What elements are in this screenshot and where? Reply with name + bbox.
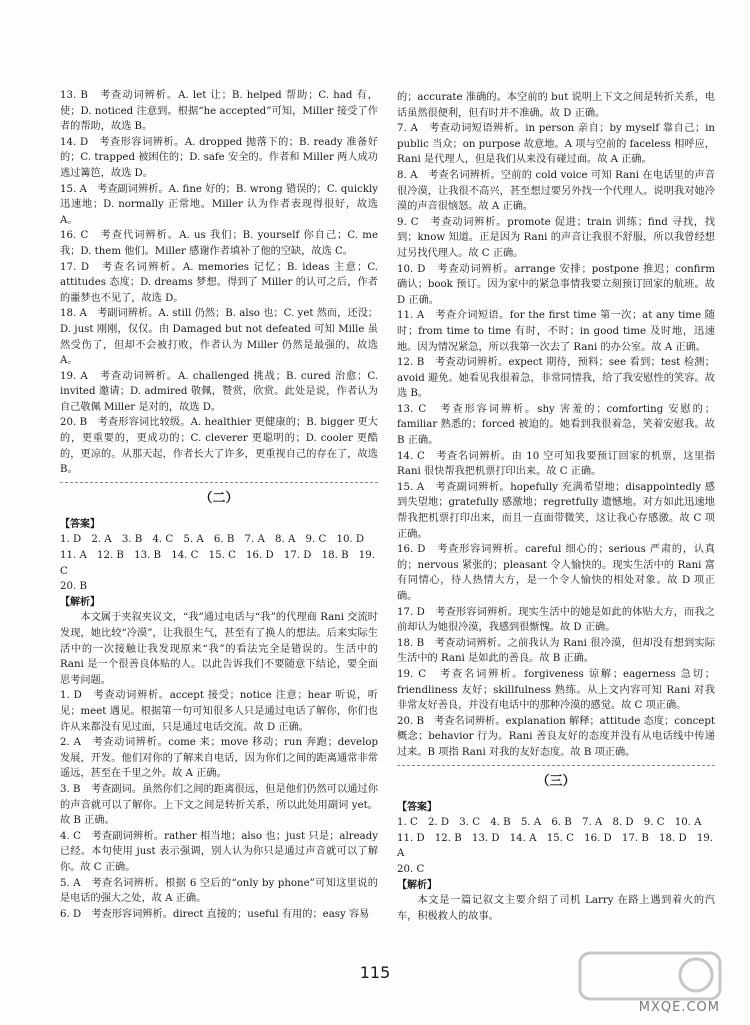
explanation-item: 8. A 考查名词辨析。空前的 cold voice 可知 Rani 在电话里的声音很冷漠，让我很不高兴，甚至想过要另外找一个代理人。说明我对她冷漠的声音很恼怒。故 A 正确。 bbox=[397, 169, 715, 213]
explanation-item: 20. B 考查名词辨析。explanation 解释；attitude 态度；concept 概念；behavior 行为。Rani 善良友好的态度并没有从电话线中传递过来。B 项指 Rani 对我的友好态度。故 B 项正确。 bbox=[397, 715, 715, 758]
answer-list bbox=[397, 815, 715, 877]
section-title-3: （三） bbox=[536, 773, 576, 789]
explanation-item: 13. B 考查动词辨析。A. let 让；B. helped 帮助；C. had 有，使；D. noticed 注意到。根据“he accepted”可知，Miller 接受了作者的帮助，故选 B。 bbox=[60, 90, 378, 133]
watermark-text: MXQE.COM bbox=[638, 1000, 720, 1015]
answer-row: 1. C 2. D 3. C 4. B 5. A 6. B 7. A 8. D 9. C 10. A bbox=[397, 817, 702, 829]
explanation-item: 14. D 考查形容词辨析。A. dropped 抛落下的；B. ready 准备好的；C. trapped 被困住的；D. safe 安全的。作者和 Miller 两人成功逃过篝笆，故选 D。 bbox=[60, 136, 378, 179]
explanation-item: 4. C 考查副词辨析。rather 相当地；also 也；just 只是；already 已经。本句使用 just 表示强调，别人认为你只是通过声音就可以了解你。故 C 正确。 bbox=[60, 830, 378, 873]
answer-row: 20. C bbox=[397, 863, 425, 875]
explanation-item: 2. A 考查动词辨析。come 来；move 移动；run 奔跑；develop 发展，开发。他们对你的了解来自电话，因为你们之间的距离通常非常遥远，甚至在千里之外。故 A 正确。 bbox=[60, 737, 378, 780]
explanation-item: 13. C 考查形容词辨析。shy 害羞的；comforting 安慰的；familiar 熟悉的；forced 被迫的。她看到我很着急，笑着安慰我。故 B 正确。 bbox=[397, 403, 715, 447]
analysis-paragraph: 本文属于夹叙夹议文，“我”通过电话与“我”的代理商 Rani 交流时发现，她比较“冷漠”，让我很生气，甚至有了换人的想法。后来实际生活中的一次接触让我发现原来“我”的看法完全是错误的。生活中的 Rani 是一个很善良体贴的人。以此告诉我们不要随意下结论，要全面思考问题。 bbox=[60, 612, 378, 686]
page-number: 115 bbox=[359, 963, 391, 982]
divider bbox=[397, 765, 715, 766]
explanation-item: 18. A 考副词辨析。A. still 仍然；B. also 也；C. yet 然而，还没；D. just 刚刚，仅仅。由 Damaged but not defeated 可知 Mille 虽然受伤了，但却不会被打败，作者认为 Miller 仍然是最强的，故选 A。 bbox=[60, 308, 378, 367]
explanation-item: 20. B 考查形容词比较级。A. healthier 更健康的；B. bigger 更大的，更重要的，更成功的；C. cleverer 更聪明的；D. cooler 更酷的，更凉的。从那天起，作者长大了许多，更重视自己的存在了，故选 B。 bbox=[60, 417, 378, 476]
explanation-item: 17. D 考查形容词辨析。现实生活中的她是如此的体贴大方，而我之前却认为她很冷漠，我感到很惭愧。故 D 正确。 bbox=[397, 606, 715, 634]
explanation-item: 16. C 考查代词辨析。A. us 我们；B. yourself 你自己；C. me 我；D. them 他们。Miller 感谢作者填补了他的空缺，故选 C。 bbox=[60, 230, 378, 257]
answer-list bbox=[60, 532, 378, 594]
answer-label: 【答案】 bbox=[60, 518, 100, 530]
answer-label: 【答案】 bbox=[397, 801, 437, 813]
left-items-section2 bbox=[60, 688, 378, 922]
explanation-item: 9. C 考查动词辨析。promote 促进；train 训练；find 寻找，找到；know 知道。正是因为 Rani 的声音让我很不舒服，所以我曾经想过另找代理人。故 C 正确。 bbox=[397, 216, 715, 259]
explanation-item: 3. B 考查副词。虽然你们之间的距离很远，但是他们仍然可以通过你的声音就可以了解你。上下文之间是转折关系，所以此处用副词 yet。故 B 正确。 bbox=[60, 783, 378, 827]
explanation-item: 14. C 考查名词辨析。由 10 空可知我要预订回家的机票，这里指 Rani 很快帮我把机票打印出来。故 C 正确。 bbox=[397, 450, 715, 478]
answer-row: 1. D 2. A 3. B 4. C 5. A 6. B 7. A 8. A 9. C 10. D bbox=[60, 534, 365, 546]
explanation-item: 19. C 考查名词辨析。forgiveness 谅解；eagerness 急切；friendliness 友好；skillfulness 熟练。从上文内容可知 Rani 对我非常友好善良，并没有电话中的那种冷漠的感觉。故 C 项正确。 bbox=[397, 668, 715, 712]
divider bbox=[60, 482, 378, 483]
explanation-item: 19. A 考查动词辨析。A. challenged 挑战；B. cured 治愈；C. invited 邀请；D. admired 敬佩，赞赏，欣赏。此处是说，作者认为自己敬佩 Miller 是对的，故选 D。 bbox=[60, 370, 378, 413]
explanation-item: 的；accurate 准确的。本空前的 but 说明上下文之间是转折关系，电话虽然很便利，但有时并不准确。故 D 正确。 bbox=[397, 92, 715, 119]
explanation-item: 17. D 考查名词辨析。A. memories 记忆；B. ideas 主意；C. attitudes 态度；D. dreams 梦想。得到了 Miller 的认可之后，作者的噩梦也不见了，故选 D。 bbox=[60, 261, 378, 304]
right-column bbox=[397, 90, 715, 924]
analysis-label: 【解析】 bbox=[60, 596, 100, 608]
explanation-item: 16. D 考查形容词辨析。careful 细心的；serious 严肃的，认真的；nervous 紧张的；pleasant 令人愉快的。现实生活中的 Rani 富有同情心，待人热情大方，是一个令人愉快的相处对象。故 D 项正确。 bbox=[397, 544, 715, 602]
explanation-item: 7. A 考查动词短语辨析。in person 亲自；by myself 靠自己；in public 当众；on purpose 故意地。A 项与空前的 faceless 相呼应，Rani 是代理人，但是我们从来没有碰过面。故 A 正确。 bbox=[397, 123, 715, 166]
answer-row: 20. B bbox=[60, 581, 87, 593]
left-column bbox=[60, 88, 378, 922]
explanation-item: 11. A 考查介词短语。for the first time 第一次；at any time 随时；from time to time 有时，不时；in good time 及时地，迅速地。因为情况紧急，所以我第一次去了 Rani 的办公室。故 A 正确。 bbox=[397, 310, 715, 353]
explanation-item: 10. D 考查动词辨析。arrange 安排；postpone 推迟；confirm 确认；book 预订。因为家中的紧急事情我要立刻预订回家的航班。故 D 正确。 bbox=[397, 263, 715, 306]
analysis-paragraph: 本文是一篇记叙文主要介绍了司机 Larry 在路上遇到着火的汽车，积极救人的故事。 bbox=[397, 895, 715, 922]
explanation-item: 18. B 考查动词辨析。之前我认为 Rani 很冷漠，但却没有想到实际生活中的 Rani 是如此的善良。故 B 正确。 bbox=[397, 637, 715, 665]
explanation-item: 5. A 考查名词辨析。根据 6 空后的“only by phone”可知这里说的是电话的强大之处，故 A 正确。 bbox=[60, 877, 378, 905]
section-title-2: （二） bbox=[199, 490, 239, 506]
explanation-item: 1. D 考查动词辨析。accept 接受；notice 注意；hear 听说，听见；meet 遇见。根据第一句可知很多人只是通过电话了解你，你们也许从来都没有见过面，只是通过电话交流。故 D 正确。 bbox=[60, 690, 378, 733]
left-items-top bbox=[60, 88, 378, 478]
explanation-item: 15. A 考查副词辨析。hopefully 充满希望地；disappointedly 感到失望地；gratefully 感激地；regretfully 遗憾地。对方如此迅速地帮我把机票打印出来，而且一直面带微笑，这让我心存感激。故 C 项正确。 bbox=[397, 481, 715, 540]
explanation-item: 12. B 考查动词辨析。expect 期待，预料；see 看到；test 检测；avoid 避免。她看见我很着急，非常同情我，给了我安慰性的笑容。故选 B。 bbox=[397, 357, 715, 400]
analysis-label: 【解析】 bbox=[397, 879, 437, 891]
right-items-top bbox=[397, 90, 715, 761]
explanation-item: 6. D 考查形容词辨析。direct 直接的；useful 有用的；easy 容易 bbox=[60, 908, 370, 920]
explanation-item: 15. A 考查副词辨析。A. fine 好的；B. wrong 错误的；C. quickly 迅速地；D. normally 正常地。Miller 认为作者表现得很好，故选 A。 bbox=[60, 183, 378, 226]
answer-row: 11. D 12. B 13. D 14. A 15. C 16. D 17. B 18. D 19. A bbox=[397, 832, 714, 860]
answer-row: 11. A 12. B 13. B 14. C 15. C 16. D 17. D 18. B 19. C bbox=[60, 550, 375, 577]
